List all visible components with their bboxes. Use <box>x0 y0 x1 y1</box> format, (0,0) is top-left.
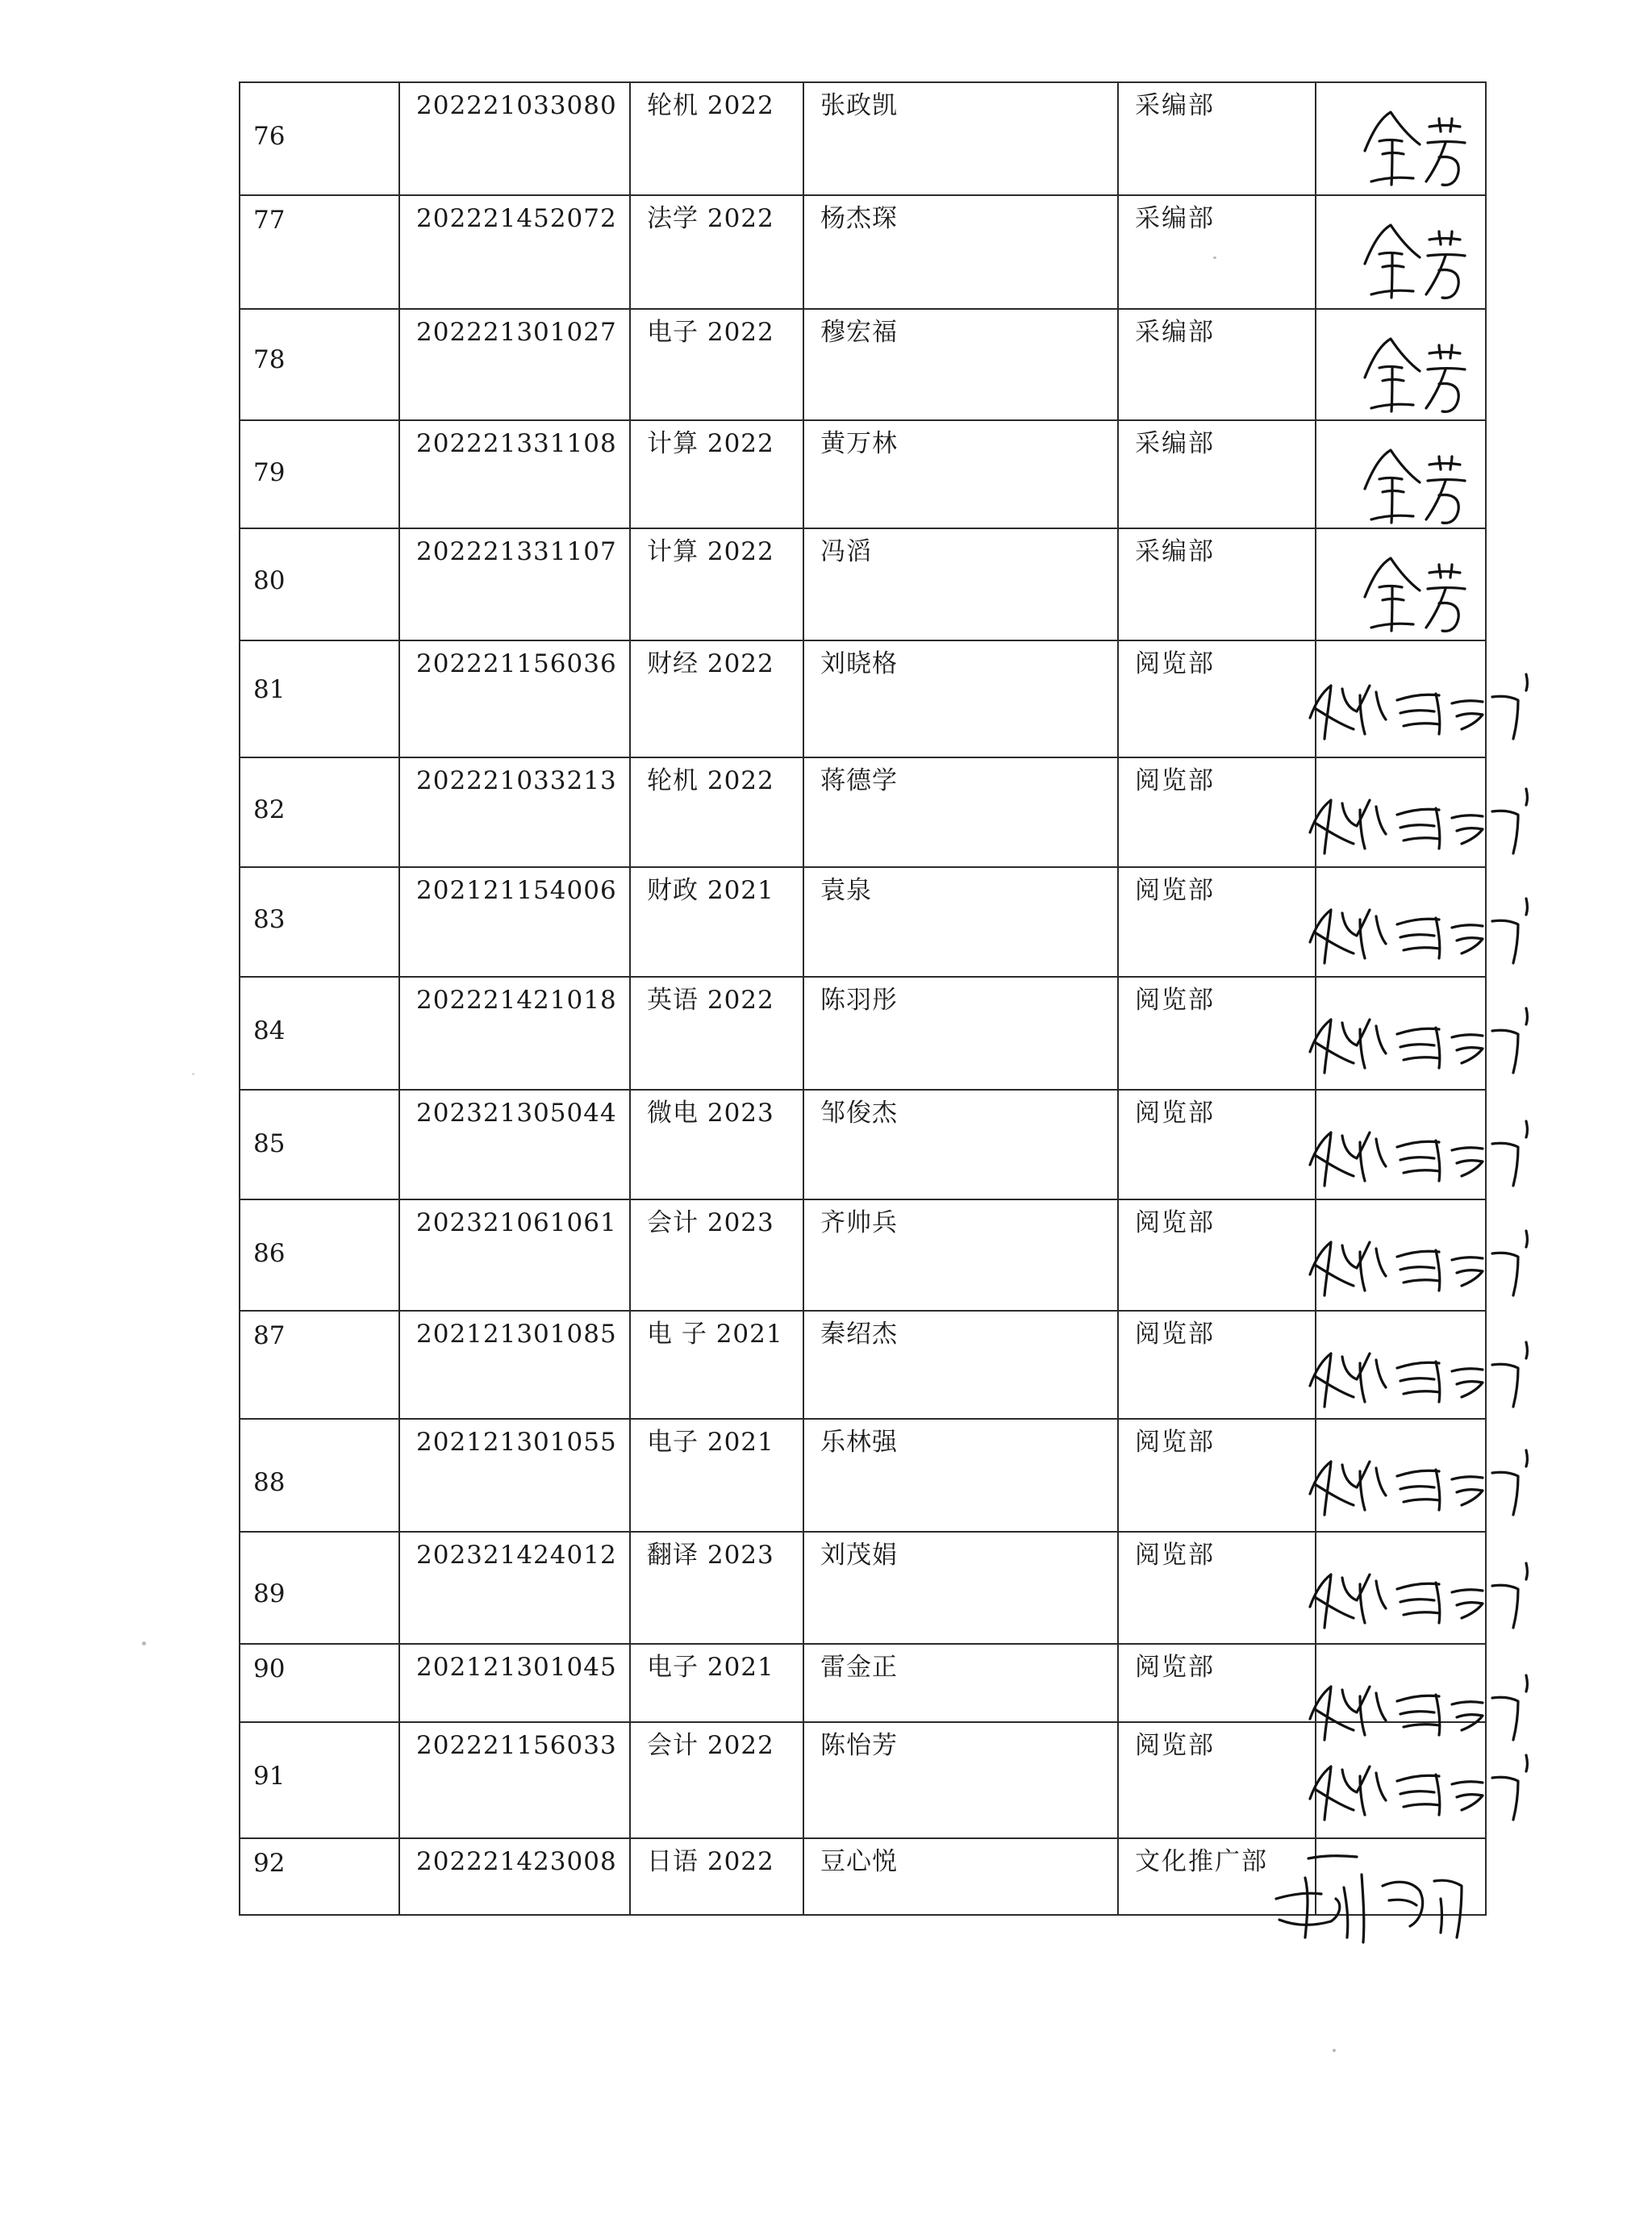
table-row <box>240 420 1486 528</box>
class-year-cell <box>630 1311 803 1419</box>
table-row <box>240 309 1486 420</box>
sequence-number-cell <box>240 977 399 1090</box>
sequence-number-cell <box>240 1090 399 1199</box>
sequence-number-cell <box>240 1722 399 1838</box>
sequence-number: 92 <box>253 1849 286 1878</box>
class-year-cell <box>630 977 803 1090</box>
student-name-cell <box>803 528 1118 640</box>
student-id-cell <box>399 757 630 867</box>
department: 阅览部 <box>1135 766 1215 795</box>
student-name: 邹俊杰 <box>820 1099 898 1128</box>
class-year: 翻译 2023 <box>647 1541 774 1570</box>
student-id: 202221156036 <box>416 649 617 678</box>
sequence-number: 80 <box>253 566 286 595</box>
sequence-number: 79 <box>253 458 286 487</box>
sequence-number: 76 <box>253 122 286 151</box>
signature-cell <box>1316 528 1486 640</box>
table-row <box>240 1419 1486 1532</box>
department-cell <box>1118 82 1316 195</box>
signature-cell <box>1316 1311 1486 1419</box>
table-row <box>240 867 1486 977</box>
student-id-cell <box>399 1090 630 1199</box>
student-name: 乐林强 <box>820 1428 898 1457</box>
class-year-cell <box>630 1722 803 1838</box>
department-cell <box>1118 1090 1316 1199</box>
department: 阅览部 <box>1135 649 1215 678</box>
department-cell <box>1118 1644 1316 1722</box>
student-id: 202221421018 <box>416 986 617 1015</box>
class-year-cell <box>630 1199 803 1311</box>
student-id-cell <box>399 1532 630 1644</box>
student-name-cell <box>803 1199 1118 1311</box>
department-cell <box>1118 757 1316 867</box>
department: 阅览部 <box>1135 876 1215 905</box>
class-year-cell <box>630 1644 803 1722</box>
sequence-number-cell <box>240 82 399 195</box>
sequence-number: 81 <box>253 675 286 704</box>
sequence-number: 85 <box>253 1129 286 1158</box>
student-name-cell <box>803 1722 1118 1838</box>
class-year: 计算 2022 <box>647 537 774 566</box>
sequence-number-cell <box>240 757 399 867</box>
sequence-number: 91 <box>253 1762 286 1791</box>
student-id-cell <box>399 1311 630 1419</box>
department: 阅览部 <box>1135 1320 1215 1349</box>
student-name: 秦绍杰 <box>820 1320 898 1349</box>
table-row <box>240 757 1486 867</box>
student-name: 陈羽彤 <box>820 986 898 1015</box>
department-cell <box>1118 420 1316 528</box>
class-year: 会计 2022 <box>647 1731 774 1760</box>
department-cell <box>1118 528 1316 640</box>
student-id: 202121154006 <box>416 876 617 905</box>
student-name: 袁泉 <box>820 876 872 905</box>
class-year-cell <box>630 867 803 977</box>
class-year: 轮机 2022 <box>647 766 774 795</box>
signature-cell <box>1316 867 1486 977</box>
student-name-cell <box>803 309 1118 420</box>
department-cell <box>1118 1532 1316 1644</box>
signature-cell <box>1316 977 1486 1090</box>
sequence-number: 90 <box>253 1654 286 1683</box>
department-cell <box>1118 977 1316 1090</box>
signature-cell <box>1316 1532 1486 1644</box>
class-year: 电 子 2021 <box>647 1320 783 1349</box>
student-name: 豆心悦 <box>820 1847 898 1876</box>
department: 阅览部 <box>1135 986 1215 1015</box>
class-year: 会计 2023 <box>647 1208 774 1237</box>
signature-cell <box>1316 1419 1486 1532</box>
student-name: 雷金正 <box>820 1653 898 1682</box>
sequence-number: 82 <box>253 795 286 824</box>
table-row <box>240 1311 1486 1419</box>
class-year: 轮机 2022 <box>647 91 774 120</box>
student-name-cell <box>803 195 1118 309</box>
student-id: 202121301045 <box>416 1653 617 1682</box>
department: 采编部 <box>1135 318 1215 347</box>
student-id-cell <box>399 195 630 309</box>
sequence-number: 77 <box>253 206 286 235</box>
student-name-cell <box>803 1532 1118 1644</box>
class-year-cell <box>630 309 803 420</box>
student-id-cell <box>399 977 630 1090</box>
student-name: 冯滔 <box>820 537 872 566</box>
sequence-number-cell <box>240 309 399 420</box>
signature-cell <box>1316 195 1486 309</box>
scan-speck <box>1333 2049 1336 2052</box>
class-year: 财政 2021 <box>647 876 774 905</box>
table-row <box>240 82 1486 195</box>
sequence-number: 87 <box>253 1321 286 1350</box>
student-id: 202221423008 <box>416 1847 617 1876</box>
student-id: 202221452072 <box>416 204 617 233</box>
student-name: 蒋德学 <box>820 766 898 795</box>
signature-cell <box>1316 1090 1486 1199</box>
class-year-cell <box>630 420 803 528</box>
class-year-cell <box>630 1419 803 1532</box>
table-row <box>240 640 1486 757</box>
student-id-cell <box>399 1838 630 1915</box>
sequence-number: 84 <box>253 1016 286 1045</box>
sequence-number-cell <box>240 195 399 309</box>
student-id: 202321424012 <box>416 1541 617 1570</box>
class-year-cell <box>630 757 803 867</box>
class-year: 计算 2022 <box>647 429 774 458</box>
class-year-cell <box>630 1090 803 1199</box>
class-year: 电子 2021 <box>647 1653 774 1682</box>
sequence-number-cell <box>240 528 399 640</box>
department: 文化推广部 <box>1135 1847 1268 1876</box>
department: 采编部 <box>1135 204 1215 233</box>
student-id: 202321061061 <box>416 1208 617 1237</box>
department: 采编部 <box>1135 429 1215 458</box>
student-id: 202121301055 <box>416 1428 617 1457</box>
roster-table <box>239 81 1487 1916</box>
sequence-number: 83 <box>253 905 286 934</box>
student-id-cell <box>399 867 630 977</box>
student-id-cell <box>399 640 630 757</box>
department-cell <box>1118 195 1316 309</box>
class-year: 电子 2021 <box>647 1428 774 1457</box>
department: 阅览部 <box>1135 1541 1215 1570</box>
student-name-cell <box>803 82 1118 195</box>
class-year: 微电 2023 <box>647 1099 774 1128</box>
table-row <box>240 1722 1486 1838</box>
student-name: 刘晓格 <box>820 649 898 678</box>
sequence-number-cell <box>240 867 399 977</box>
sequence-number-cell <box>240 640 399 757</box>
sequence-number-cell <box>240 1199 399 1311</box>
sequence-number: 89 <box>253 1579 286 1608</box>
student-name-cell <box>803 1838 1118 1915</box>
department-cell <box>1118 1199 1316 1311</box>
student-name-cell <box>803 867 1118 977</box>
sequence-number-cell <box>240 1644 399 1722</box>
scan-speck <box>142 1641 146 1645</box>
sequence-number-cell <box>240 1419 399 1532</box>
table-row <box>240 528 1486 640</box>
class-year: 电子 2022 <box>647 318 774 347</box>
signature-cell <box>1316 1838 1486 1915</box>
student-id-cell <box>399 82 630 195</box>
department: 采编部 <box>1135 91 1215 120</box>
department: 阅览部 <box>1135 1731 1215 1760</box>
table-row <box>240 1644 1486 1722</box>
department: 阅览部 <box>1135 1099 1215 1128</box>
sequence-number-cell <box>240 1532 399 1644</box>
student-name: 陈怡芳 <box>820 1731 898 1760</box>
student-id: 202221033080 <box>416 91 617 120</box>
sequence-number: 86 <box>253 1239 286 1268</box>
student-name-cell <box>803 1644 1118 1722</box>
student-id-cell <box>399 1722 630 1838</box>
signature-cell <box>1316 82 1486 195</box>
student-id-cell <box>399 1419 630 1532</box>
class-year: 财经 2022 <box>647 649 774 678</box>
department: 采编部 <box>1135 537 1215 566</box>
table-row <box>240 977 1486 1090</box>
student-name-cell <box>803 420 1118 528</box>
sequence-number-cell <box>240 1838 399 1915</box>
student-id-cell <box>399 309 630 420</box>
signature-cell <box>1316 1199 1486 1311</box>
department-cell <box>1118 1722 1316 1838</box>
table-row <box>240 1532 1486 1644</box>
student-name-cell <box>803 640 1118 757</box>
roster-body <box>240 82 1486 1915</box>
signature-cell <box>1316 757 1486 867</box>
table-row <box>240 1838 1486 1915</box>
student-id: 202221033213 <box>416 766 617 795</box>
signature-cell <box>1316 640 1486 757</box>
class-year: 英语 2022 <box>647 986 774 1015</box>
department: 阅览部 <box>1135 1208 1215 1237</box>
department-cell <box>1118 1419 1316 1532</box>
department: 阅览部 <box>1135 1653 1215 1682</box>
signature-cell <box>1316 1722 1486 1838</box>
signature-cell <box>1316 1644 1486 1722</box>
student-id: 202321305044 <box>416 1099 617 1128</box>
department-cell <box>1118 1311 1316 1419</box>
table-row <box>240 1090 1486 1199</box>
department-cell <box>1118 309 1316 420</box>
department: 阅览部 <box>1135 1428 1215 1457</box>
student-id: 202121301085 <box>416 1320 617 1349</box>
signature-cell <box>1316 309 1486 420</box>
scan-speck <box>192 1073 194 1075</box>
class-year-cell <box>630 82 803 195</box>
sequence-number: 88 <box>253 1468 286 1497</box>
student-id-cell <box>399 420 630 528</box>
sequence-number-cell <box>240 1311 399 1419</box>
class-year: 法学 2022 <box>647 204 774 233</box>
student-name-cell <box>803 757 1118 867</box>
student-id-cell <box>399 528 630 640</box>
department-cell <box>1118 640 1316 757</box>
student-name: 黄万林 <box>820 429 898 458</box>
class-year-cell <box>630 640 803 757</box>
student-name: 齐帅兵 <box>820 1208 898 1237</box>
student-name-cell <box>803 1311 1118 1419</box>
student-id: 202221156033 <box>416 1731 617 1760</box>
class-year-cell <box>630 528 803 640</box>
class-year-cell <box>630 195 803 309</box>
table-row <box>240 1199 1486 1311</box>
student-name-cell <box>803 1090 1118 1199</box>
student-name: 穆宏福 <box>820 318 898 347</box>
student-name-cell <box>803 1419 1118 1532</box>
student-id: 202221331108 <box>416 429 617 458</box>
signature-cell <box>1316 420 1486 528</box>
sequence-number: 78 <box>253 345 286 374</box>
student-id-cell <box>399 1644 630 1722</box>
table-row <box>240 195 1486 309</box>
student-name: 刘茂娟 <box>820 1541 898 1570</box>
student-id-cell <box>399 1199 630 1311</box>
class-year: 日语 2022 <box>647 1847 774 1876</box>
sequence-number-cell <box>240 420 399 528</box>
student-name-cell <box>803 977 1118 1090</box>
student-name: 杨杰琛 <box>820 204 898 233</box>
class-year-cell <box>630 1532 803 1644</box>
student-name: 张政凯 <box>820 91 898 120</box>
student-id: 202221331107 <box>416 537 617 566</box>
class-year-cell <box>630 1838 803 1915</box>
department-cell <box>1118 867 1316 977</box>
student-id: 202221301027 <box>416 318 617 347</box>
